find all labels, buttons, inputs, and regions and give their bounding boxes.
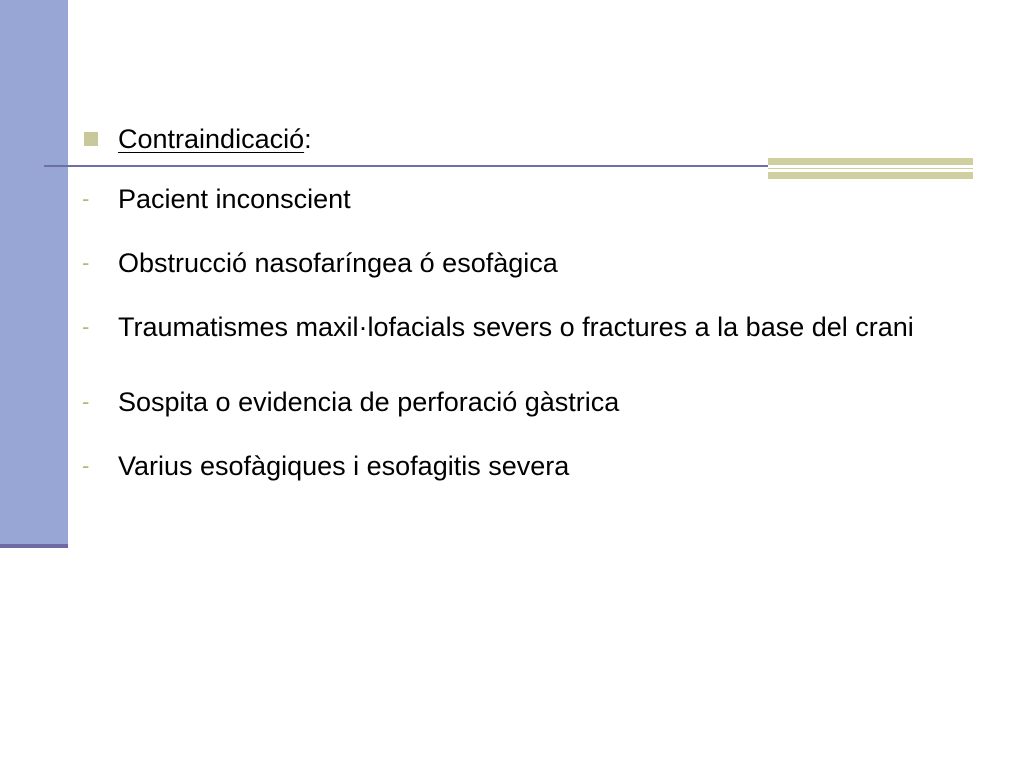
dash-bullet: - bbox=[82, 186, 90, 211]
list-item bbox=[82, 246, 942, 280]
dash-bullet: - bbox=[82, 389, 90, 414]
list-item-text: Sospita o evidencia de perforació gàstrica bbox=[118, 387, 620, 417]
list-item bbox=[82, 182, 942, 216]
list-item-text: Varius esofàgiques i esofagitis severa bbox=[118, 451, 570, 481]
list-item bbox=[82, 449, 942, 483]
list-item bbox=[82, 385, 942, 419]
left-bar-edge bbox=[0, 544, 68, 548]
slide-content bbox=[82, 118, 942, 513]
dash-bullet: - bbox=[82, 453, 90, 478]
list-item-text: Obstrucció nasofaríngea ó esofàgica bbox=[118, 248, 558, 278]
list-item-text: Traumatismes maxil·lofacials severs o fractures a la base del crani bbox=[118, 312, 914, 342]
list-item bbox=[82, 310, 942, 355]
contraindication-list bbox=[82, 182, 942, 483]
heading-suffix: : bbox=[304, 124, 312, 154]
left-color-bar bbox=[0, 0, 68, 546]
heading bbox=[82, 118, 942, 160]
dash-bullet: - bbox=[82, 314, 90, 339]
square-bullet-icon bbox=[84, 132, 98, 146]
dash-bullet: - bbox=[82, 250, 90, 275]
list-item-text: Pacient inconscient bbox=[118, 184, 351, 214]
heading-label: Contraindicació bbox=[118, 124, 305, 154]
